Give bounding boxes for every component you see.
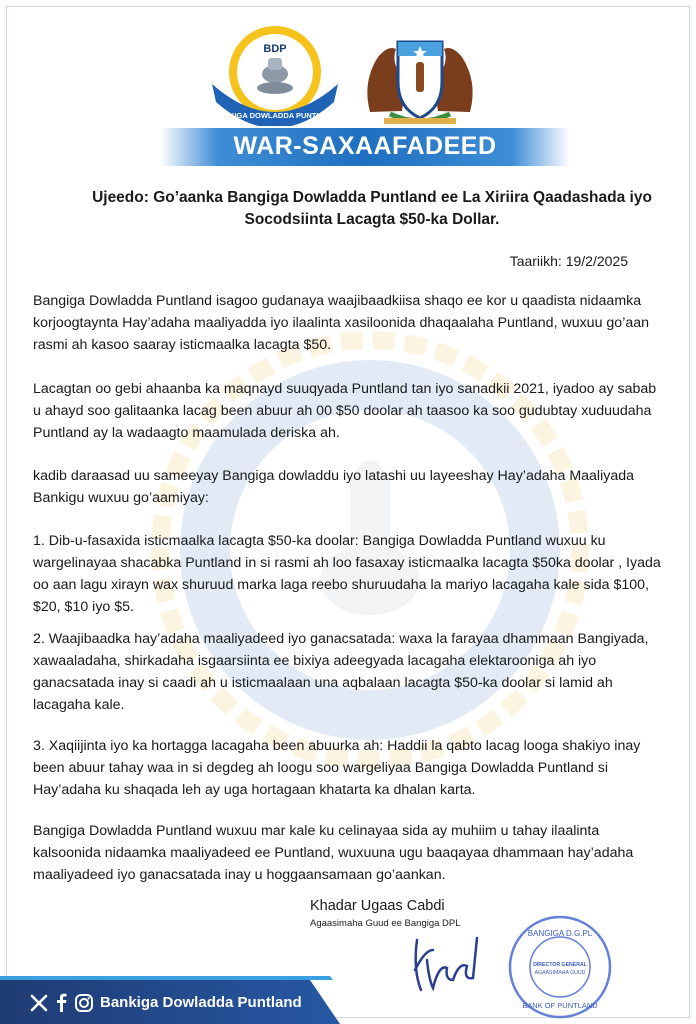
instagram-icon[interactable]	[74, 992, 94, 1014]
svg-text:BANKIGA DOWLADDA PUNTLAND: BANKIGA DOWLADDA PUNTLAND	[212, 111, 338, 120]
svg-text:BANGIGA D.G.PL: BANGIGA D.G.PL	[527, 929, 593, 938]
title-banner	[160, 128, 570, 166]
header-logos	[0, 18, 696, 128]
paragraph-1: Bangiga Dowladda Puntland isagoo gudanaya waajibaadkiisa shaqo ee kor u qaadista nidaamka korjoogtaynta Hay’adaha maaliyadda iyo ilaalinta xasiloonida dhaqaalaha Puntland, wuxuu go’aan rasmi ah kasoo saaray isticmaalka lacagta $50.	[33, 293, 650, 353]
subject-line-2: Socodsiinta Lacagta $50-ka Dollar.	[244, 211, 500, 228]
subject-line-1: Ujeedo: Go’aanka Bangiga Dowladda Puntland ee La Xiriira Qaadashada iyo	[92, 189, 652, 206]
date: Taariikh: 19/2/2025	[509, 253, 628, 269]
paragraph-3: kadib daraasad uu sameeyay Bangiga dowladdu iyo latashi uu layeeshay Hay’adaha Maaliyada Bankigu wuxuu go’aamiyay:	[33, 468, 635, 506]
signatory-name: Khadar Ugaas Cabdi	[310, 898, 445, 914]
x-icon[interactable]	[30, 992, 48, 1014]
paragraph-7: Bangiga Dowladda Puntland wuxuu mar kale ku celinayaa sida ay muhiim u tahay ilaalinta kalsoonida nidaamka maaliyadeed ee Puntland, wuxuuna ugu baaqayaa dhammaan hay’adaha maaliyadeed iyo ganacsatada inay u hoggaansamaan go’aankan.	[33, 823, 634, 883]
bdp-bank-logo	[208, 22, 342, 126]
svg-text:AGAASIMAHA GUUD: AGAASIMAHA GUUD	[534, 970, 586, 976]
handwritten-signature	[405, 930, 515, 1000]
svg-text:BANK OF PUNTLAND: BANK OF PUNTLAND	[522, 1001, 598, 1010]
svg-text:BDP: BDP	[263, 43, 287, 55]
svg-text:DIRECTOR GENERAL: DIRECTOR GENERAL	[533, 962, 587, 968]
facebook-icon[interactable]	[54, 992, 68, 1014]
official-stamp	[505, 912, 615, 1022]
paragraph-4: 1. Dib-u-fasaxida isticmaalka lacagta $50-ka doolar: Bangiga Dowladda Puntland wuxuu ku wargelinayaa shacabka Puntland in si rasmi ah loo fasaxay isticmaalka lacagta $50ka doolar , Iyada oo aan lagu xirayn wax shuruud marka laga reebo shuruudaha la mariyo lacagaha kale sida $100, $20, $10 iyo $5.	[33, 533, 661, 615]
puntland-coat-of-arms	[350, 22, 490, 130]
banner-title: WAR-SAXAAFADEED	[233, 132, 497, 160]
subject-heading	[92, 187, 652, 231]
footer-accent-stripe	[0, 976, 360, 980]
footer-bank-name: Bankiga Dowladda Puntland	[100, 994, 302, 1011]
paragraph-5: 2. Waajibaadka hay’adaha maaliyadeed iyo ganacsatada: waxa la farayaa dhammaan Bangiyada, xawaaladaha, shirkadaha isgaarsiinta ee bixiya adeegyada lacagaha elektarooniga ah iyo ganacsatada inay si caadi ah u isticmaalaan una aqbalaan lacagta $50-ka doolar si lamid ah lacagaha kale.	[33, 631, 649, 713]
paragraph-2: Lacagtan oo gebi ahaanba ka maqnayd suuqyada Puntland tan iyo sanadkii 2021, iyadoo ay sabab u ahayd soo galitaanka lacag been abuur ah 00 $50 doolar ah taasoo ka soo gudubtay xuduudaha Puntland ay la wadaagto maamulada deriska ah.	[33, 381, 657, 441]
signatory-title: Agaasimaha Guud ee Bangiga DPL	[310, 918, 461, 929]
paragraph-6: 3. Xaqiijinta iyo ka hortagga lacagaha been abuurka ah: Haddii la qabto lacag looga shakiyo inay been abuur tahay waa in si degdeg ah loogu soo wargeliyaa Bangiga Dowladda Puntland si Hay’adaha ku shaqada leh ay uga hortagaan khatarta ka dhalan karta.	[33, 738, 641, 798]
